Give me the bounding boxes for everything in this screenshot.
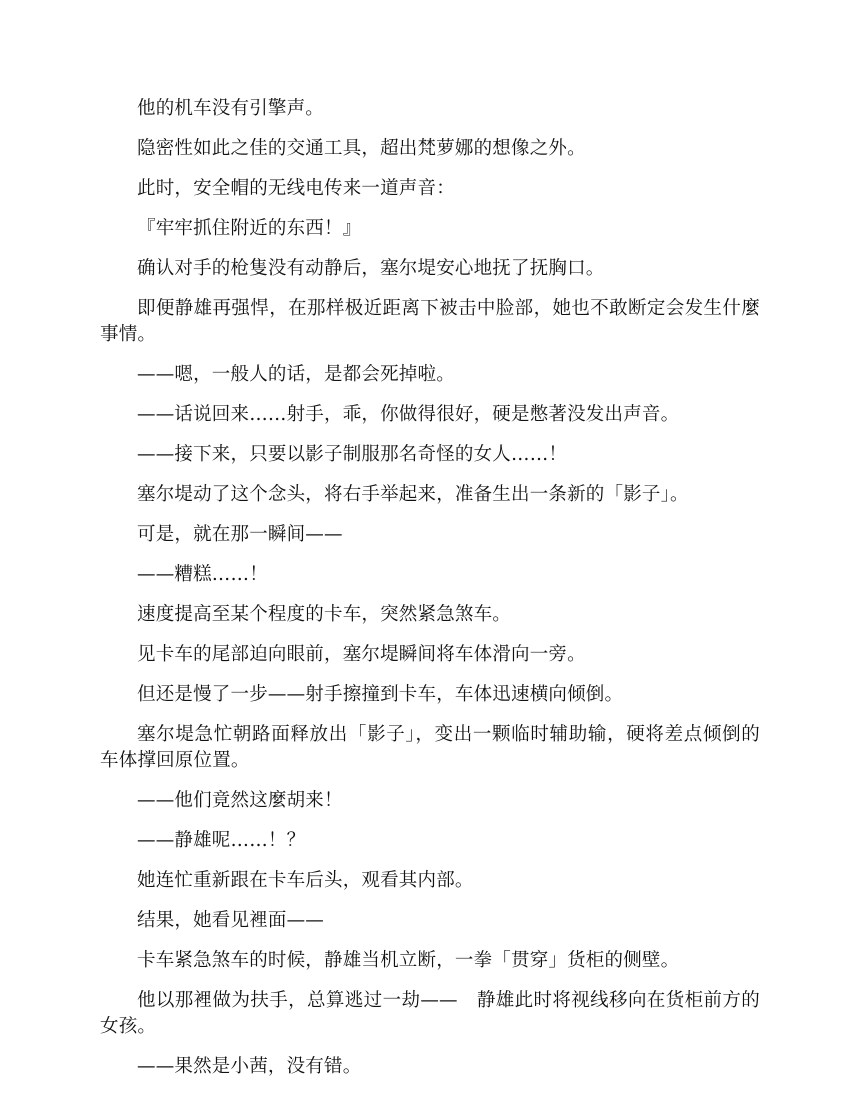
paragraph: 速度提高至某个程度的卡车，突然紧急煞车。 xyxy=(137,604,512,625)
paragraph: 确认对手的枪隻没有动静后，塞尔堤安心地抚了抚胸口。 xyxy=(137,258,605,279)
paragraph: ——静雄呢……！？ xyxy=(137,830,306,851)
paragraph: 塞尔堤动了这个念头，将右手举起来，准备生出一条新的「影子」。 xyxy=(137,484,689,505)
paragraph: 即便静雄再强悍，在那样极近距离下被击中脸部，她也不敢断定会发生什麼事情。 xyxy=(100,298,760,345)
paragraph: ——他们竟然这麼胡来！ xyxy=(137,790,343,811)
paragraph: 此时，安全帽的无线电传来一道声音： xyxy=(137,178,455,199)
paragraph: 但还是慢了一步——射手擦撞到卡车，车体迅速横向倾倒。 xyxy=(137,684,624,705)
paragraph: ——话说回来……射手，乖，你做得很好，硬是憋著没发出声音。 xyxy=(137,404,680,425)
paragraph: 隐密性如此之佳的交通工具，超出梵萝娜的想像之外。 xyxy=(137,138,586,159)
paragraph: 结果，她看见裡面—— xyxy=(137,910,325,931)
novel-text-body xyxy=(100,96,760,1094)
paragraph: 她连忙重新跟在卡车后头，观看其内部。 xyxy=(137,870,474,891)
paragraph: ——糟糕……！ xyxy=(137,564,268,585)
paragraph: 他以那裡做为扶手，总算逃过一劫—— 静雄此时将视线移向在货柜前方的女孩。 xyxy=(100,990,760,1037)
paragraph: 见卡车的尾部迫向眼前，塞尔堤瞬间将车体滑向一旁。 xyxy=(137,644,586,665)
paragraph: 他的机车没有引擎声。 xyxy=(137,98,325,119)
paragraph: 卡车紧急煞车的时候，静雄当机立断，一拳「贯穿」货柜的侧壁。 xyxy=(137,950,680,971)
paragraph: 可是，就在那一瞬间—— xyxy=(137,524,343,545)
paragraph: ——嗯，一般人的话，是都会死掉啦。 xyxy=(137,364,455,385)
paragraph: ——接下来，只要以影子制服那名奇怪的女人……！ xyxy=(137,444,568,465)
paragraph: ——果然是小茜，没有错。 xyxy=(137,1056,362,1077)
paragraph: 塞尔堤急忙朝路面释放出「影子」，变出一颗临时辅助输，硬将差点倾倒的车体撑回原位置。 xyxy=(100,724,760,771)
paragraph: 『牢牢抓住附近的东西！』 xyxy=(137,218,362,239)
